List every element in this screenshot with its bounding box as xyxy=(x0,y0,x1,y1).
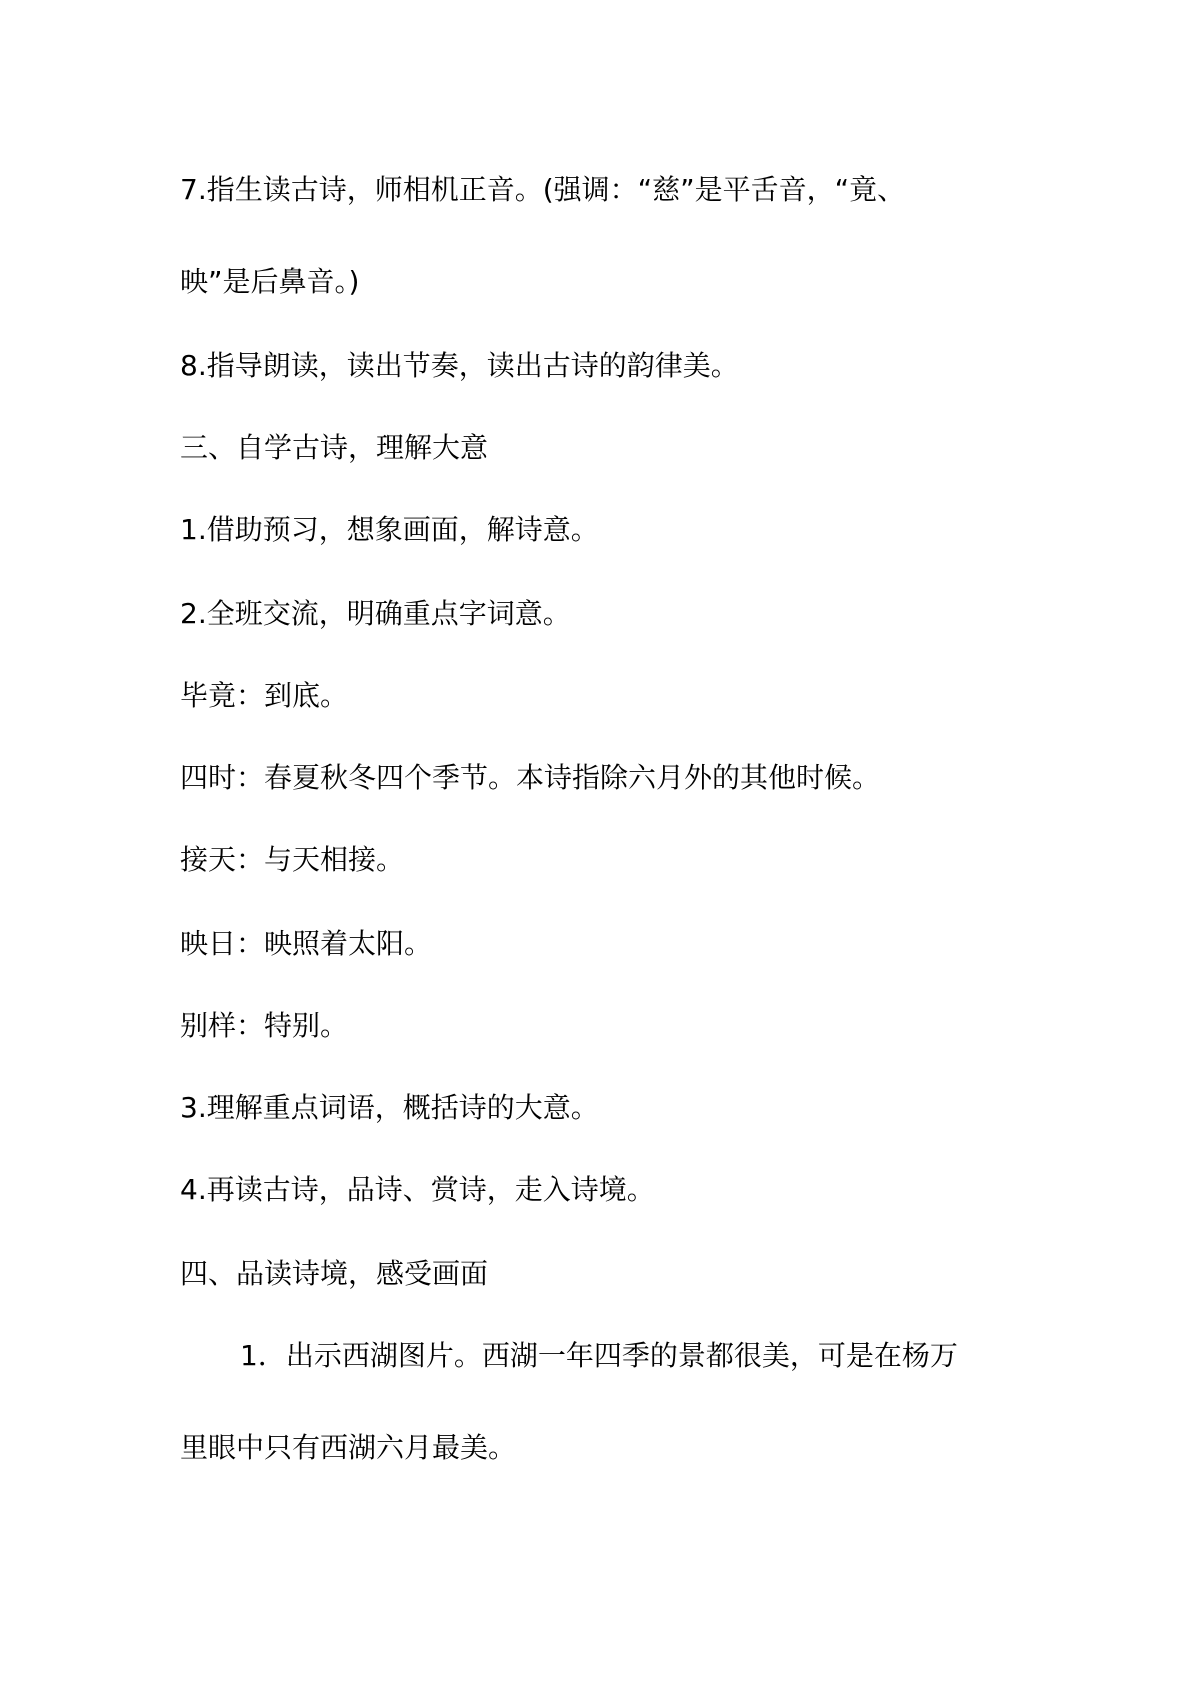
text-line-13: 4.再读古诗，品诗、赏诗，走入诗境。 xyxy=(180,1173,655,1206)
section-heading-3: 三、自学古诗，理解大意 xyxy=(180,431,489,464)
section-heading-4: 四、品读诗境，感受画面 xyxy=(180,1257,489,1290)
definition-bieYang: 别样：特别。 xyxy=(180,1009,349,1042)
text-line-1: 7.指生读古诗，师相机正音。(强调：“慈”是平舌音，“竟、 xyxy=(180,173,906,206)
text-line-12: 3.理解重点词语，概括诗的大意。 xyxy=(180,1091,599,1124)
text-line-15: 1．出示西湖图片。西湖一年四季的景都很美，可是在杨万 xyxy=(240,1339,958,1372)
text-line-5: 1.借助预习，想象画面，解诗意。 xyxy=(180,513,599,546)
definition-jieTian: 接天：与天相接。 xyxy=(180,843,405,876)
definition-siShi: 四时：春夏秋冬四个季节。本诗指除六月外的其他时候。 xyxy=(180,761,881,794)
text-line-6: 2.全班交流，明确重点字词意。 xyxy=(180,597,571,630)
definition-biJing: 毕竟：到底。 xyxy=(180,679,349,712)
text-line-16: 里眼中只有西湖六月最美。 xyxy=(180,1431,517,1464)
text-line-3: 8.指导朗读，读出节奏，读出古诗的韵律美。 xyxy=(180,349,739,382)
definition-yingRi: 映日：映照着太阳。 xyxy=(180,927,433,960)
text-line-2: 映”是后鼻音。) xyxy=(180,265,360,298)
